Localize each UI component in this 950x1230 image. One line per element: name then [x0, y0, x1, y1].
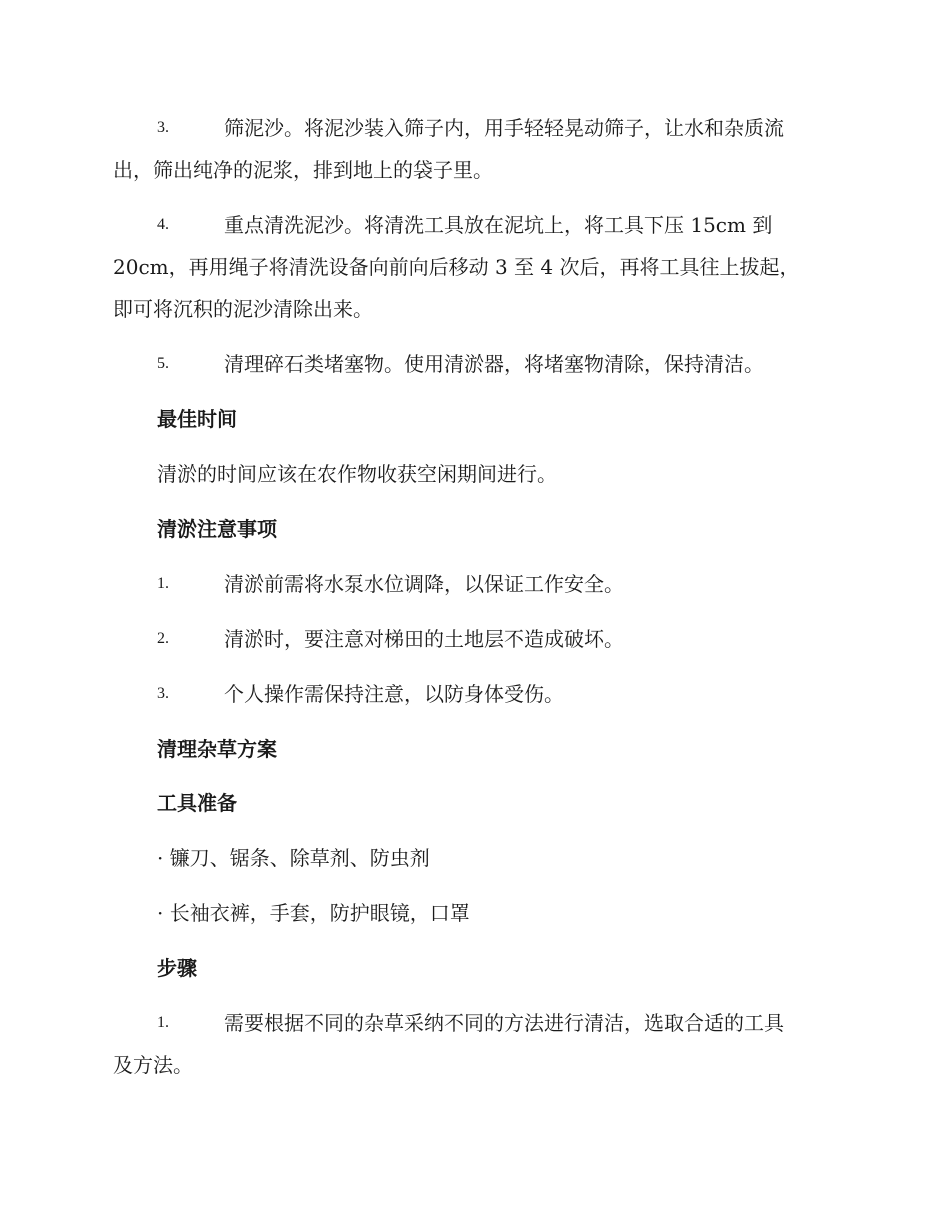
note-3-text: 个人操作需保持注意，以防身体受伤。: [224, 682, 564, 706]
step-3-number: 3.: [157, 119, 169, 136]
weed-step-1-line-2: 及方法。: [113, 1053, 193, 1077]
tools-heading: 工具准备: [157, 791, 237, 815]
note-1-number: 1.: [157, 575, 169, 592]
note-2-text: 清淤时，要注意对梯田的土地层不造成破坏。: [224, 627, 624, 651]
step-4-line-1: 重点清洗泥沙。将清洗工具放在泥坑上，将工具下压 15cm 到: [224, 213, 773, 237]
weed-step-1-number: 1.: [157, 1014, 169, 1031]
step-4-line-2: 20cm，再用绳子将清洗设备向前向后移动 3 至 4 次后，再将工具往上拔起，: [113, 255, 800, 279]
tool-item-2: · 长袖衣裤，手套，防护眼镜，口罩: [157, 901, 470, 925]
tool-item-1: · 镰刀、锯条、除草剂、防虫剂: [157, 846, 430, 870]
step-5-number: 5.: [157, 355, 169, 372]
weed-step-1-line-1: 需要根据不同的杂草采纳不同的方法进行清洁，选取合适的工具: [224, 1011, 784, 1035]
best-time-heading: 最佳时间: [157, 407, 237, 431]
step-3-line-2: 出，筛出纯净的泥浆，排到地上的袋子里。: [113, 158, 493, 182]
step-5-line-1: 清理碎石类堵塞物。使用清淤器，将堵塞物清除，保持清洁。: [224, 352, 764, 376]
note-1-text: 清淤前需将水泵水位调降，以保证工作安全。: [224, 572, 624, 596]
note-3-number: 3.: [157, 685, 169, 702]
note-2-number: 2.: [157, 630, 169, 647]
weed-plan-heading: 清理杂草方案: [157, 737, 277, 761]
step-4-number: 4.: [157, 216, 169, 233]
best-time-text: 清淤的时间应该在农作物收获空闲期间进行。: [157, 462, 557, 486]
step-4-line-3: 即可将沉积的泥沙清除出来。: [113, 297, 373, 321]
notes-heading: 清淤注意事项: [157, 517, 277, 541]
step-3-line-1: 筛泥沙。将泥沙装入筛子内，用手轻轻晃动筛子，让水和杂质流: [224, 116, 784, 140]
steps-heading: 步骤: [157, 956, 197, 980]
